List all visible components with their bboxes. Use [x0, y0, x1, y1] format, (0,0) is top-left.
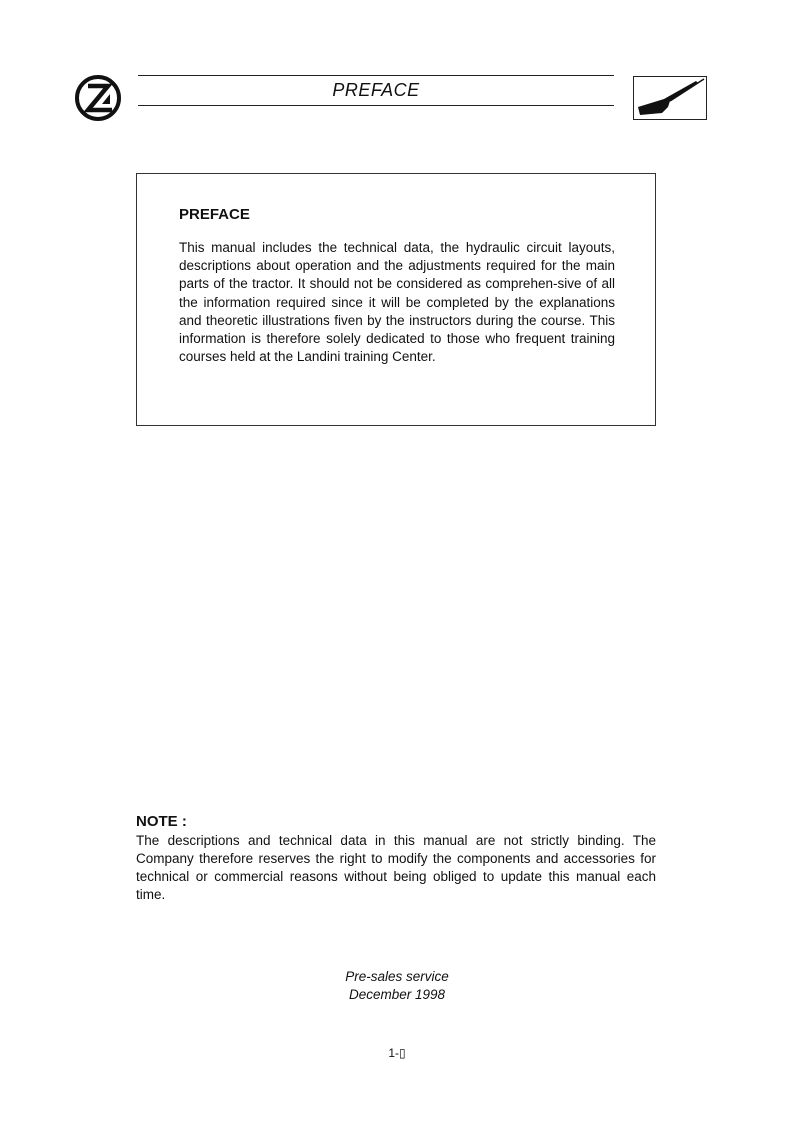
preface-box: [136, 173, 656, 426]
pointing-hand-icon: [633, 76, 707, 120]
page-title: PREFACE: [332, 80, 420, 100]
landini-logo-icon: [74, 74, 122, 122]
signoff: [0, 968, 794, 1004]
page-number: 1-▯: [388, 1046, 406, 1060]
header-rule-top: [138, 75, 614, 76]
preface-body: This manual includes the technical data, the hydraulic circuit layouts, descriptions about operation and the adjustments required for the main parts of the tractor. It should not be considered as comprehen-sive of all the information required since it will be completed by the explanations and theoretic illustrations fiven by the instructors during the course. This information is therefore solely dedicated to those who frequent training courses held at the Landini training Center.: [179, 240, 615, 365]
note-heading: NOTE :: [136, 813, 187, 830]
note-section: [136, 813, 656, 904]
preface-heading: PREFACE: [179, 206, 250, 223]
signoff-date: December 1998: [348, 987, 446, 1002]
signoff-department: Pre-sales service: [345, 969, 449, 984]
note-body: The descriptions and technical data in this manual are not strictly binding. The Company therefore reserves the right to modify the components and accessories for technical or commercial reasons without being obliged to update this manual each time.: [136, 833, 656, 902]
header-rule-bottom: [138, 105, 614, 106]
